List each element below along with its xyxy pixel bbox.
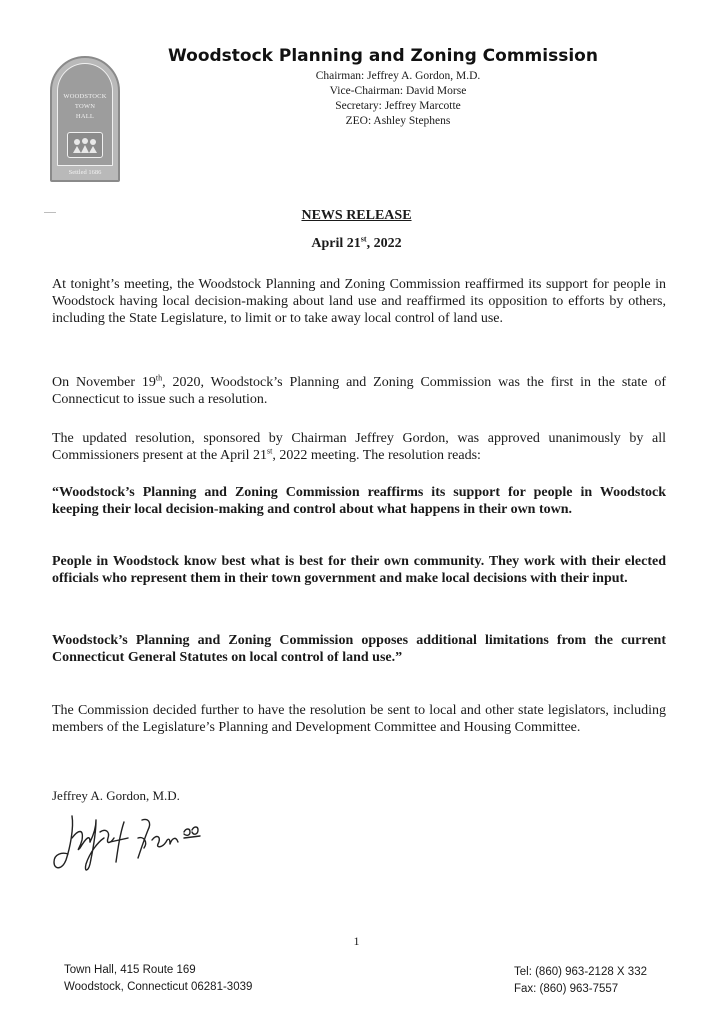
footer-fax: Fax: (860) 963-7557 bbox=[514, 983, 619, 995]
footer-address-line-1: Town Hall, 415 Route 169 bbox=[64, 964, 196, 976]
officer-zeo: ZEO: Ashley Stephens bbox=[345, 115, 451, 127]
officer-vice-chairman: Vice-Chairman: David Morse bbox=[329, 85, 467, 97]
release-date-day: April 21 bbox=[311, 236, 361, 251]
paragraph-intro: At tonight’s meeting, the Woodstock Planning and Zoning Commission reaffirmed its support for people in Woodstock having local decision-making about land use and reaffirmed its opposition to efforts by others, including the State Legislature, to limit or to take away local control of land use. bbox=[52, 277, 666, 326]
footer-address bbox=[64, 962, 252, 996]
page-number: 1 bbox=[353, 934, 360, 948]
release-date-suffix: st bbox=[360, 234, 367, 244]
town-hall-logo bbox=[50, 56, 120, 182]
handwritten-signature bbox=[44, 808, 224, 883]
paragraph-approval-part-2: , 2022 meeting. The resolution reads: bbox=[272, 448, 481, 463]
paragraph-approval-suffix: st bbox=[267, 446, 273, 456]
signer-name: Jeffrey A. Gordon, M.D. bbox=[52, 788, 180, 803]
logo-settled-text: Settled 1686 bbox=[68, 169, 102, 176]
news-release-heading: NEWS RELEASE bbox=[301, 208, 412, 223]
officer-secretary: Secretary: Jeffrey Marcotte bbox=[335, 100, 461, 112]
paragraph-history-part-1: On November 19 bbox=[52, 375, 156, 390]
resolution-paragraph-3: Woodstock’s Planning and Zoning Commission opposes additional limitations from the current Connecticut General Statutes on local control of land use.” bbox=[52, 633, 666, 665]
logo-text bbox=[52, 92, 118, 122]
paragraph-distribution: The Commission decided further to have the resolution be sent to local and other state legislators, including members of the Legislature’s Planning and Development Committee and Housing Committee. bbox=[52, 703, 666, 735]
footer-contact bbox=[514, 964, 647, 998]
footer-telephone: Tel: (860) 963-2128 X 332 bbox=[514, 966, 647, 978]
logo-text-line-3: HALL bbox=[75, 113, 95, 120]
paragraph-approval-part-1: The updated resolution, sponsored by Chairman Jeffrey Gordon, was approved unanimously by all Commissioners present at the April 21 bbox=[52, 431, 666, 463]
resolution-paragraph-2: People in Woodstock know best what is best for their own community. They work with their elected officials who represent them in their town government and make local decisions with their input. bbox=[52, 554, 666, 586]
paragraph-history-part-2: , 2020, Woodstock’s Planning and Zoning Commission was the first in the state of Connecticut to issue such a resolution. bbox=[52, 375, 666, 407]
logo-text-line-2: TOWN bbox=[74, 103, 96, 110]
officer-chairman: Chairman: Jeffrey A. Gordon, M.D. bbox=[315, 70, 481, 82]
logo-text-line-1: WOODSTOCK bbox=[63, 93, 107, 100]
release-date-year: , 2022 bbox=[366, 236, 402, 251]
resolution-paragraph-1: “Woodstock’s Planning and Zoning Commission reaffirms its support for people in Woodstock keeping their local decision-making and control about what happens in their own town. bbox=[52, 485, 666, 517]
logo-emblem-icon bbox=[67, 132, 103, 158]
officers-list bbox=[258, 69, 538, 129]
footer-address-line-2: Woodstock, Connecticut 06281-3039 bbox=[64, 981, 253, 993]
organization-title: Woodstock Planning and Zoning Commission bbox=[168, 46, 598, 66]
paragraph-approval bbox=[52, 430, 666, 464]
paragraph-history bbox=[52, 374, 666, 408]
paragraph-history-suffix: th bbox=[155, 373, 163, 383]
release-date bbox=[0, 236, 713, 252]
